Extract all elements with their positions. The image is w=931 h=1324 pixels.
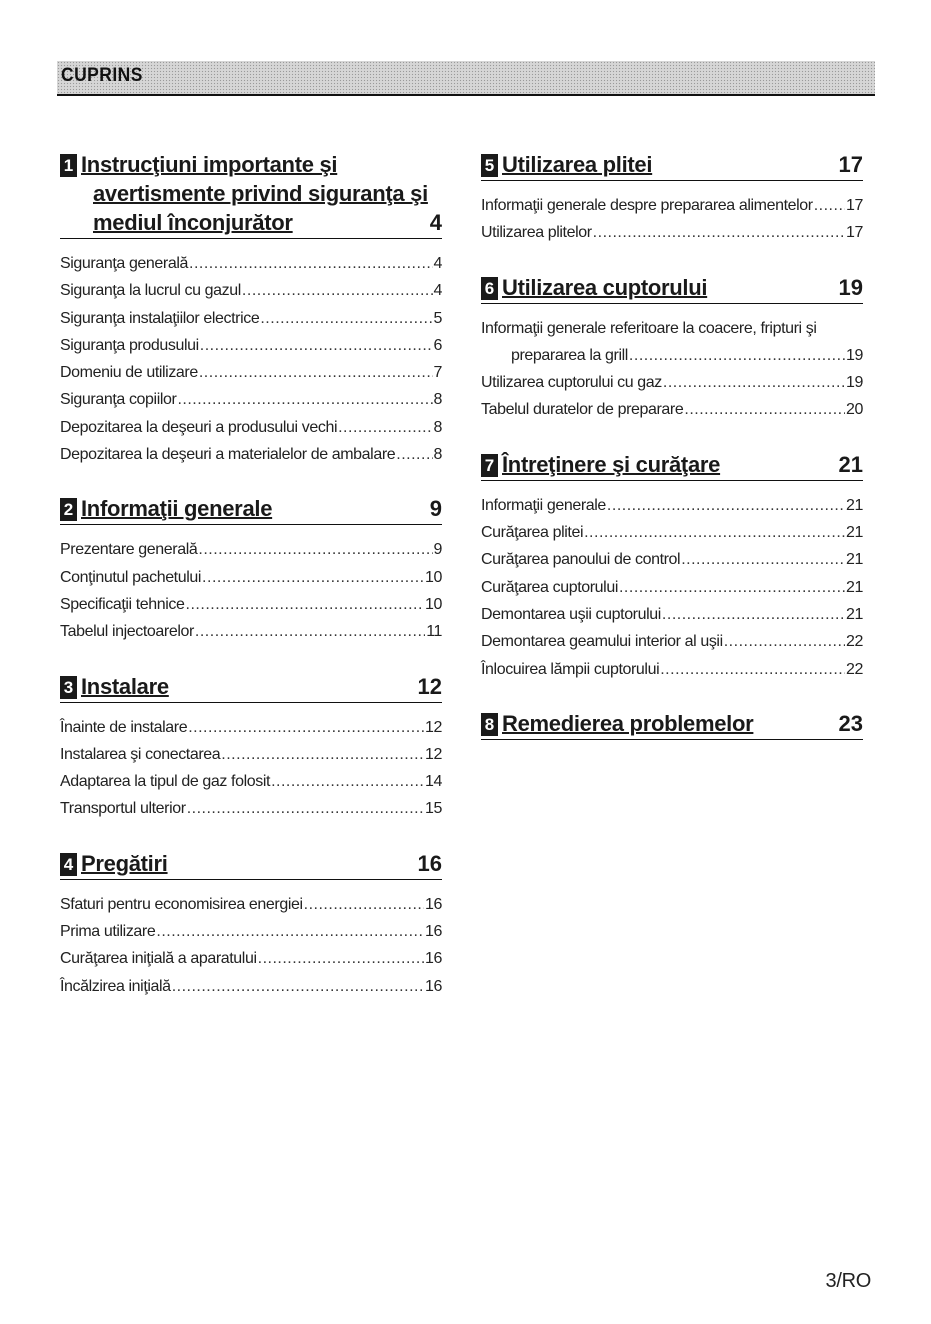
toc-entry[interactable] (60, 564, 442, 591)
section-heading[interactable] (60, 849, 442, 880)
entry-page: 20 (846, 401, 863, 419)
section-page: 21 (838, 451, 863, 477)
toc-section (60, 494, 442, 645)
leader-dots (260, 305, 432, 332)
toc-entries (481, 192, 863, 247)
section-number-badge: 2 (60, 498, 77, 521)
toc-entries (481, 315, 863, 424)
entry-title: Utilizarea plitelor (481, 224, 592, 242)
leader-dots (619, 574, 845, 601)
entry-page: 8 (433, 446, 442, 464)
toc-entry[interactable] (481, 656, 863, 683)
leader-dots (177, 386, 432, 413)
leader-dots (198, 536, 432, 563)
section-number-badge: 3 (60, 676, 77, 699)
entry-title: Curăţarea iniţială a aparatului (60, 950, 257, 968)
leader-dots (199, 359, 433, 386)
section-title (502, 450, 839, 479)
entry-page: 17 (846, 224, 863, 242)
entry-page: 6 (433, 336, 442, 354)
section-page: 16 (417, 850, 442, 876)
entry-title: Tabelul duratelor de preparare (481, 401, 684, 419)
leader-dots (663, 369, 845, 396)
section-heading[interactable] (481, 709, 863, 740)
leader-dots (187, 795, 424, 822)
entry-title: Curăţarea cuptorului (481, 578, 618, 596)
section-page: 19 (838, 274, 863, 300)
toc-section (60, 150, 442, 468)
toc-section (60, 849, 442, 1000)
section-title (81, 150, 430, 237)
section-heading[interactable] (481, 273, 863, 304)
header-bar (57, 61, 875, 96)
leader-dots (607, 492, 845, 519)
entry-page: 21 (846, 605, 863, 623)
entry-title: Prima utilizare (60, 923, 156, 941)
section-heading[interactable] (60, 672, 442, 703)
entry-title: Specificaţii tehnice (60, 595, 185, 613)
entry-page: 7 (433, 364, 442, 382)
entry-page: 11 (426, 623, 442, 641)
entry-page: 14 (425, 773, 442, 791)
toc-section (60, 672, 442, 823)
toc-entry[interactable] (60, 332, 442, 359)
section-title-line: Informaţii generale (81, 496, 273, 522)
leader-dots (662, 601, 845, 628)
toc-entry[interactable] (60, 973, 442, 1000)
toc-entries (60, 536, 442, 645)
leader-dots (660, 656, 845, 683)
toc-entry[interactable] (60, 441, 442, 468)
entry-page: 22 (846, 660, 863, 678)
entry-title: Instalarea şi conectarea (60, 745, 221, 763)
entry-title: Depozitarea la deşeuri a produsului vechi (60, 418, 338, 436)
section-number-badge: 7 (481, 454, 498, 477)
leader-dots (221, 741, 424, 768)
leader-dots (202, 564, 424, 591)
leader-dots (681, 546, 845, 573)
entry-title: Înainte de instalare (60, 718, 188, 736)
section-title-line: Utilizarea cuptorului (502, 274, 708, 300)
section-title-line: Pregătiri (81, 850, 168, 876)
leader-dots (584, 519, 845, 546)
toc-entry[interactable] (481, 315, 863, 370)
entry-page: 8 (433, 391, 442, 409)
entry-title: Siguranţa produsului (60, 336, 199, 354)
section-page: 23 (838, 710, 863, 736)
entry-title: Utilizarea cuptorului cu gaz (481, 374, 662, 392)
entry-title: Sfaturi pentru economisirea energiei (60, 895, 303, 913)
toc-entry[interactable] (481, 492, 863, 519)
entry-page: 21 (846, 524, 863, 542)
leader-dots (200, 332, 433, 359)
entry-title: Siguranţa la lucrul cu gazul (60, 282, 241, 300)
section-number-badge: 6 (481, 277, 498, 300)
toc-entry[interactable] (60, 945, 442, 972)
leader-dots (338, 414, 432, 441)
page-title: CUPRINS (61, 65, 143, 86)
section-title (81, 849, 418, 878)
section-page: 4 (429, 210, 442, 235)
page-number: 3/RO (825, 1270, 871, 1292)
leader-dots (172, 973, 424, 1000)
entry-page: 12 (425, 745, 442, 763)
toc-entry[interactable] (481, 396, 863, 423)
toc-entry[interactable] (481, 628, 863, 655)
section-page: 12 (417, 673, 442, 699)
section-title-line: Remedierea problemelor (502, 710, 754, 736)
entry-title: Informaţii generale (481, 496, 606, 514)
toc-entry[interactable] (60, 741, 442, 768)
toc-entry[interactable] (60, 795, 442, 822)
entry-title: Demontarea geamului interior al uşii (481, 633, 723, 651)
entry-page: 9 (433, 541, 442, 559)
entry-page: 21 (846, 496, 863, 514)
entry-page: 19 (846, 374, 863, 392)
leader-dots (724, 628, 845, 655)
section-title-line: mediul înconjurător (93, 210, 293, 235)
leader-dots (629, 342, 845, 369)
toc-entry[interactable] (60, 536, 442, 563)
section-heading[interactable] (481, 150, 863, 181)
toc-entry[interactable] (481, 369, 863, 396)
toc-entry[interactable] (481, 546, 863, 573)
section-title-line: Utilizarea plitei (502, 152, 653, 177)
toc-entry[interactable] (481, 219, 863, 246)
toc-section (481, 709, 863, 740)
entry-title: Curăţarea plitei (481, 524, 584, 542)
leader-dots (258, 945, 424, 972)
section-title (81, 494, 430, 523)
toc-entry[interactable] (60, 277, 442, 304)
toc-entries (60, 714, 442, 823)
toc-entry[interactable] (60, 250, 442, 277)
section-page: 9 (429, 496, 442, 522)
leader-dots (304, 891, 424, 918)
section-number-badge: 4 (60, 853, 77, 876)
leader-dots (271, 768, 424, 795)
entry-title: Transportul ulterior (60, 800, 186, 818)
entry-title: Siguranţa instalaţiilor electrice (60, 309, 260, 327)
entry-page: 12 (425, 718, 442, 736)
entry-page: 5 (433, 309, 442, 327)
section-title (81, 672, 418, 701)
entry-page: 10 (425, 595, 442, 613)
toc-entry[interactable] (60, 359, 442, 386)
section-heading[interactable] (60, 494, 442, 525)
section-title-line: Întreţinere şi curăţare (502, 451, 721, 477)
leader-dots (186, 591, 424, 618)
entry-continuation (481, 342, 863, 369)
entry-title: Domeniu de utilizare (60, 364, 198, 382)
section-title (502, 709, 839, 738)
entry-page: 16 (425, 923, 442, 941)
entry-title: Informaţii generale despre prepararea alimentelor (481, 197, 813, 214)
toc-entry[interactable] (60, 768, 442, 795)
toc-right-column (481, 150, 863, 766)
toc-entry[interactable] (481, 574, 863, 601)
section-title (502, 273, 839, 302)
toc-entry[interactable] (60, 918, 442, 945)
section-number-badge: 1 (60, 154, 77, 177)
entry-title: Conţinutul pachetului (60, 568, 202, 586)
entry-title: Depozitarea la deşeuri a materialelor de ambalare (60, 446, 396, 464)
entry-title: Adaptarea la tipul de gaz folosit (60, 773, 271, 791)
entry-page: 19 (846, 346, 863, 364)
entry-page: 8 (433, 418, 442, 436)
toc-entries (60, 891, 442, 1000)
leader-dots (156, 918, 424, 945)
entry-title: Înlocuirea lămpii cuptorului (481, 660, 660, 678)
leader-dots (189, 250, 432, 277)
entry-title: Curăţarea panoului de control (481, 551, 681, 569)
section-title (502, 150, 839, 179)
section-title-line: avertismente privind siguranţa şi (93, 181, 428, 206)
section-page: 17 (838, 152, 863, 177)
section-heading[interactable] (481, 450, 863, 481)
entry-page: 16 (425, 950, 442, 968)
toc-entry[interactable] (60, 591, 442, 618)
leader-dots (396, 441, 432, 468)
entry-title: Siguranţa copiilor (60, 391, 177, 409)
entry-page: 21 (846, 578, 863, 596)
toc-section (481, 150, 863, 247)
toc-entry[interactable] (481, 601, 863, 628)
toc-entry[interactable] (60, 618, 442, 645)
entry-page: 15 (425, 800, 442, 818)
toc-entry[interactable] (481, 192, 863, 219)
entry-page: 4 (433, 282, 442, 300)
leader-dots (684, 396, 845, 423)
entry-page: 4 (433, 255, 442, 272)
entry-page: 16 (425, 977, 442, 995)
toc-entry[interactable] (60, 386, 442, 413)
leader-dots (242, 277, 433, 304)
entry-title: Demontarea uşii cuptorului (481, 605, 661, 623)
section-number-badge: 5 (481, 154, 498, 177)
entry-title-continued: prepararea la grill (511, 346, 628, 364)
entry-title: Tabelul injectoarelor (60, 623, 194, 641)
section-number-badge: 8 (481, 713, 498, 736)
toc-entries (60, 250, 442, 468)
section-title-line: Instalare (81, 673, 169, 699)
section-heading[interactable] (60, 150, 442, 239)
toc-section (481, 450, 863, 683)
toc-entry[interactable] (60, 305, 442, 332)
entry-title: Informaţii generale referitoare la coacere, fripturi şi (481, 319, 817, 337)
entry-page: 10 (425, 568, 442, 586)
section-title-line: Instrucţiuni importante şi (81, 152, 338, 177)
entry-title: Prezentare generală (60, 541, 198, 559)
leader-dots (814, 192, 845, 219)
leader-dots (195, 618, 425, 645)
leader-dots (188, 714, 424, 741)
toc-section (481, 273, 863, 424)
toc-left-column (60, 150, 442, 1026)
entry-page: 22 (846, 633, 863, 651)
entry-title: Încălzirea iniţială (60, 977, 171, 995)
entry-page: 17 (846, 197, 863, 214)
entry-page: 21 (846, 551, 863, 569)
entry-title: Siguranţa generală (60, 255, 189, 272)
entry-page: 16 (425, 895, 442, 913)
leader-dots (593, 219, 845, 246)
toc-entry[interactable] (60, 714, 442, 741)
toc-entry[interactable] (60, 891, 442, 918)
toc-entry[interactable] (60, 414, 442, 441)
toc-entries (481, 492, 863, 683)
toc-entry[interactable] (481, 519, 863, 546)
